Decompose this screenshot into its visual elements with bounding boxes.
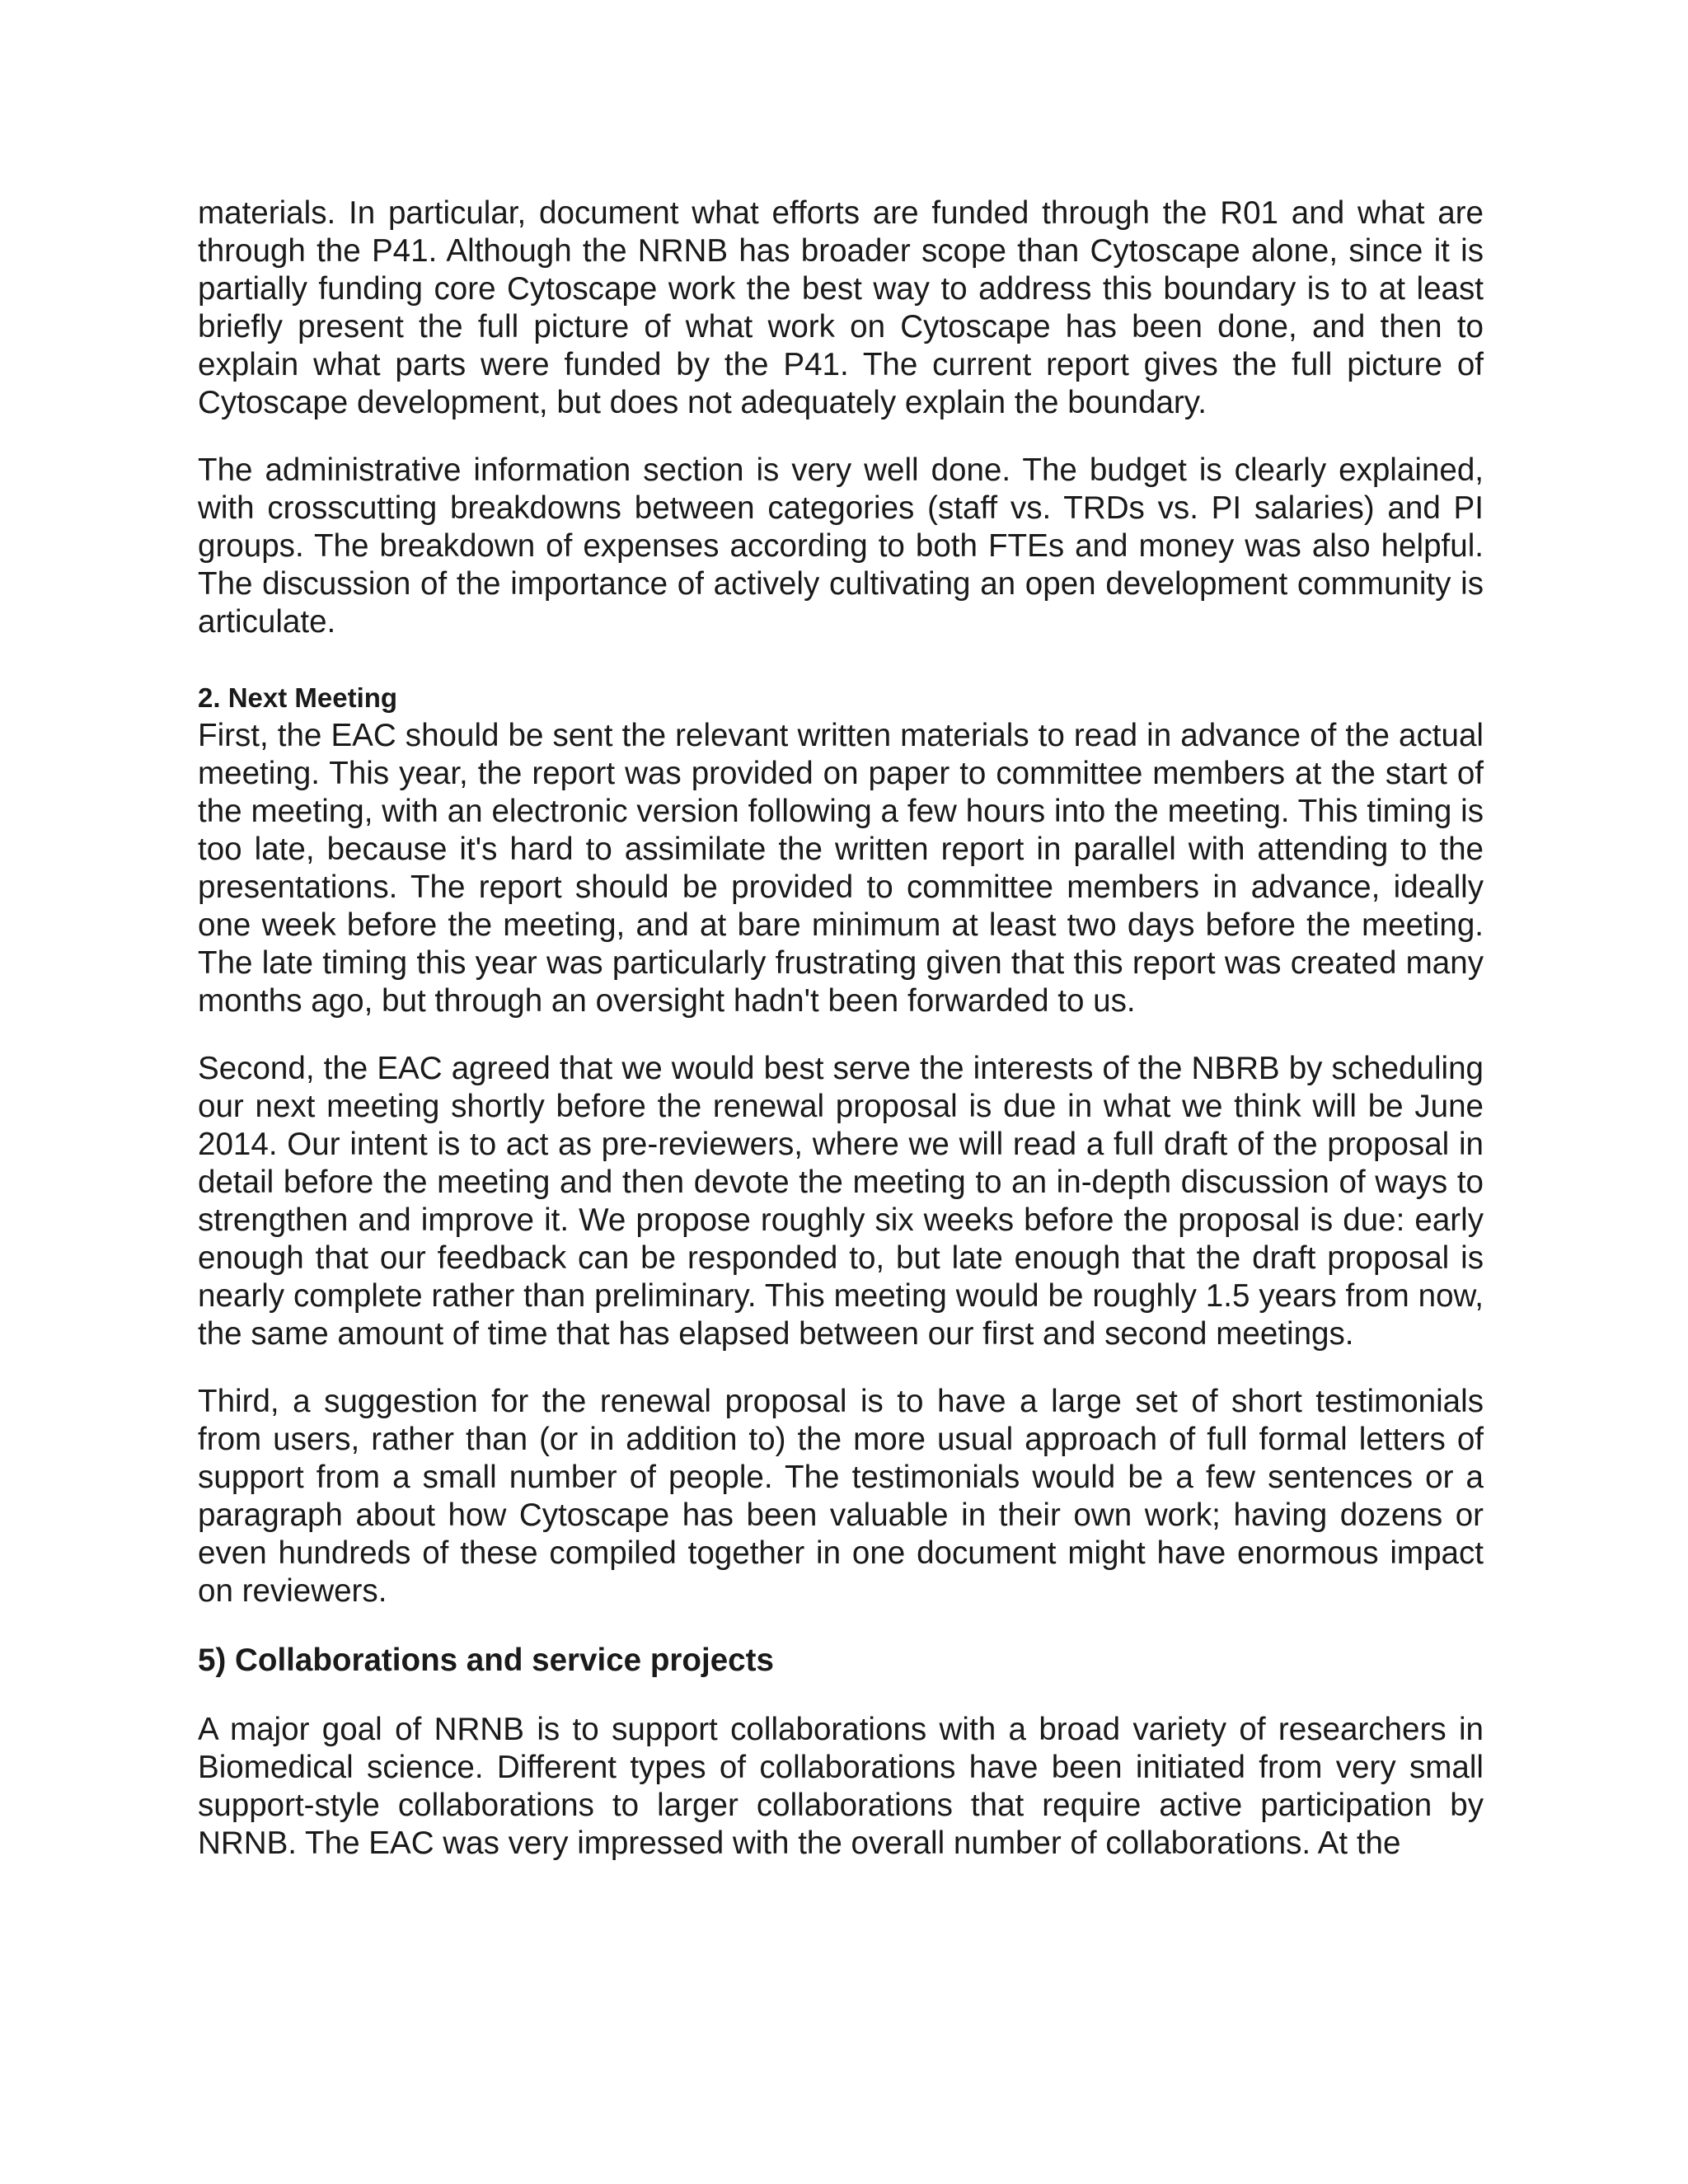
subheading-next-meeting: 2. Next Meeting: [198, 682, 398, 713]
section-heading-collaborations: 5) Collaborations and service projects: [198, 1643, 774, 1678]
paragraph-third-testimonials: Third, a suggestion for the renewal proposal is to have a large set of short testimonials from users, rather than (or in addition to) the more usual approach of full formal letters of support from a small number of people. The testimonials would be a few sentences or a paragraph about how Cytoscape has been valuable in their own work; having dozens or even hundreds of these compiled together in one document might have enormous impact on reviewers.: [198, 1384, 1484, 1609]
paragraph-second-next-meeting: Second, the EAC agreed that we would best serve the interests of the NBRB by scheduling our next meeting shortly before the renewal proposal is due in what we think will be June 2014. Our intent is to act as pre-reviewers, where we will read a full draft of the proposal in detail before the meeting and then devote the meeting to an in-depth discussion of ways to strengthen and improve it. We propose roughly six weeks before the proposal is due: early enough that our feedback can be responded to, but late enough that the draft proposal is nearly complete rather than preliminary. This meeting would be roughly 1.5 years from now, the same amount of time that has elapsed between our first and second meetings.: [198, 1051, 1484, 1352]
paragraph-administrative-info: The administrative information section is very well done. The budget is clearly explained, with crosscutting breakdowns between categories (staff vs. TRDs vs. PI salaries) and PI groups. The breakdown of expenses according to both FTEs and money was also helpful. The discussion of the importance of actively cultivating an open development community is articulate.: [198, 452, 1484, 640]
document-body: [198, 194, 1484, 1863]
paragraph-funding-boundary: materials. In particular, document what efforts are funded through the R01 and what are through the P41. Although the NRNB has broader scope than Cytoscape alone, since it is partially funding core Cytoscape work the best way to address this boundary is to at least briefly present the full picture of what work on Cytoscape has been done, and then to explain what parts were funded by the P41. The current report gives the full picture of Cytoscape development, but does not adequately explain the boundary.: [198, 195, 1484, 420]
paragraph-first-advance-materials: First, the EAC should be sent the relevant written materials to read in advance of the actual meeting. This year, the report was provided on paper to committee members at the start of the meeting, with an electronic version following a few hours into the meeting. This timing is too late, because it's hard to assimilate the written report in parallel with attending to the presentations. The report should be provided to committee members in advance, ideally one week before the meeting, and at bare minimum at least two days before the meeting. The late timing this year was particularly frustrating given that this report was created many months ago, but through an oversight hadn't been forwarded to us.: [198, 718, 1484, 1019]
paragraph-collaborations: A major goal of NRNB is to support collaborations with a broad variety of researchers in Biomedical science. Different types of collaborations have been initiated from very small support-style collaborations to larger collaborations that require active participation by NRNB. The EAC was very impressed with the overall number of collaborations. At the: [198, 1712, 1484, 1861]
